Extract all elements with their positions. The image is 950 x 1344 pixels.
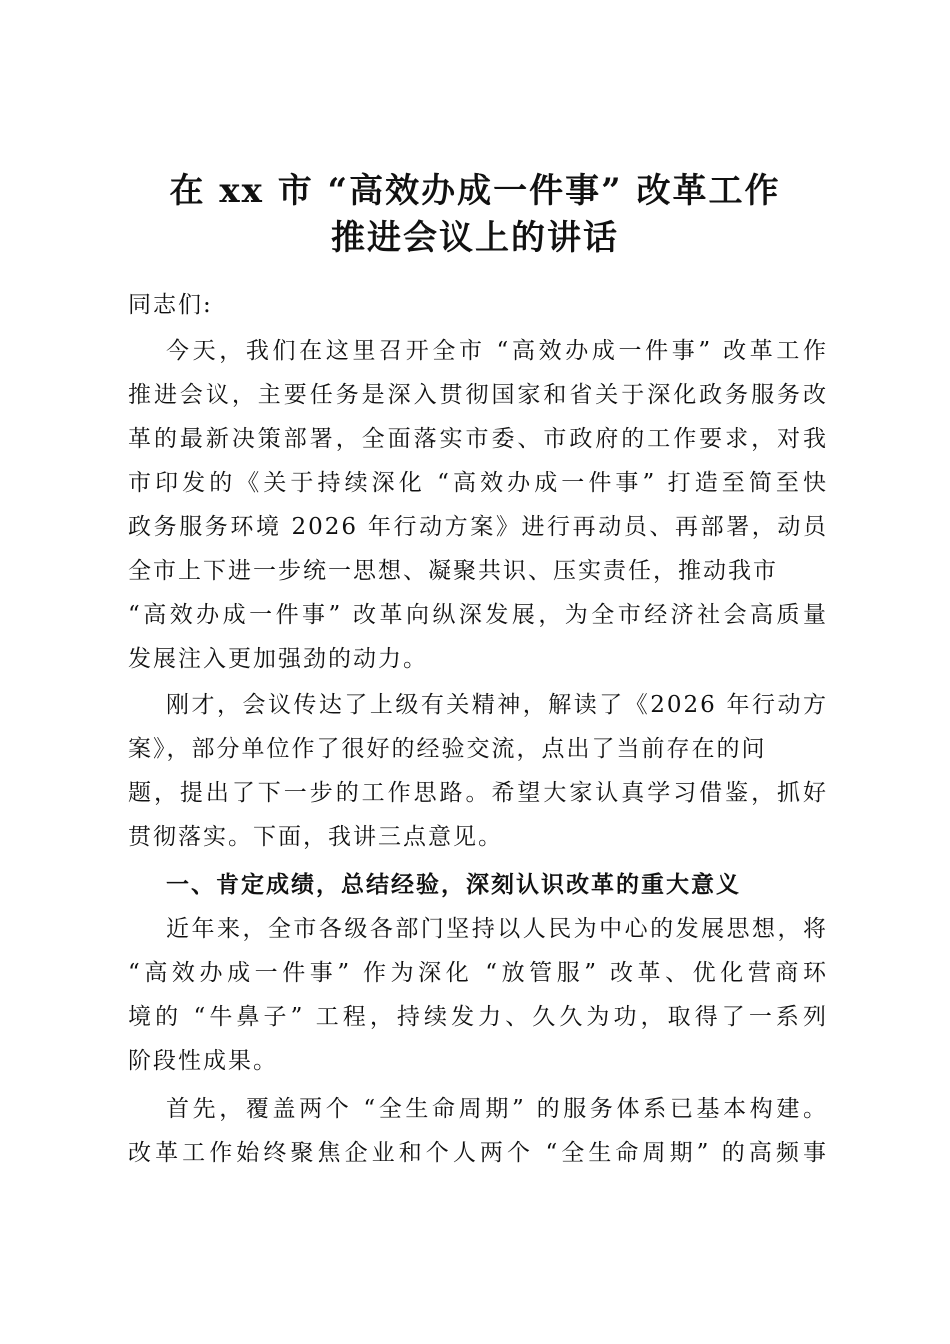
body-line: “高效办成一件事” 作为深化 “放管服” 改革、优化营商环 xyxy=(128,960,828,986)
salutation: 同志们: xyxy=(128,292,213,318)
body-line: 今天，我们在这里召开全市 “高效办成一件事” 改革工作 xyxy=(166,338,828,364)
body-line: 改革工作始终聚焦企业和个人两个 “全生命周期” 的高频事 xyxy=(128,1140,828,1166)
body-line: 刚才，会议传达了上级有关精神，解读了《2026 年行动方 xyxy=(166,692,828,718)
body-line: 案》，部分单位作了很好的经验交流，点出了当前存在的问 xyxy=(128,736,767,762)
body-line: 题，提出了下一步的工作思路。希望大家认真学习借鉴，抓好 xyxy=(128,780,828,806)
body-line: 近年来，全市各级各部门坚持以人民为中心的发展思想，将 xyxy=(166,916,828,942)
body-line: 境的 “牛鼻子” 工程，持续发力、久久为功，取得了一系列 xyxy=(128,1004,828,1030)
body-line: 阶段性成果。 xyxy=(128,1048,278,1074)
body-line: 政务服务环境 2026 年行动方案》进行再动员、再部署，动员 xyxy=(128,514,828,540)
body-line: 发展注入更加强劲的动力。 xyxy=(128,646,428,672)
body-line: 革的最新决策部署，全面落实市委、市政府的工作要求，对我 xyxy=(128,426,828,452)
body-line: 市印发的《关于持续深化 “高效办成一件事” 打造至简至快 xyxy=(128,470,828,496)
document-title-line-1: 在 xx 市 “高效办成一件事” 改革工作 xyxy=(169,171,781,211)
body-line: 推进会议，主要任务是深入贯彻国家和省关于深化政务服务改 xyxy=(128,382,828,408)
body-line: 全市上下进一步统一思想、凝聚共识、压实责任，推动我市 xyxy=(128,558,778,584)
document-title-line-2: 推进会议上的讲话 xyxy=(331,218,619,258)
body-line: “高效办成一件事” 改革向纵深发展，为全市经济社会高质量 xyxy=(128,602,828,628)
section-heading: 一、肯定成绩，总结经验，深刻认识改革的重大意义 xyxy=(166,871,741,898)
body-line: 首先，覆盖两个 “全生命周期” 的服务体系已基本构建。 xyxy=(166,1096,828,1122)
body-line: 贯彻落实。下面，我讲三点意见。 xyxy=(128,824,503,850)
